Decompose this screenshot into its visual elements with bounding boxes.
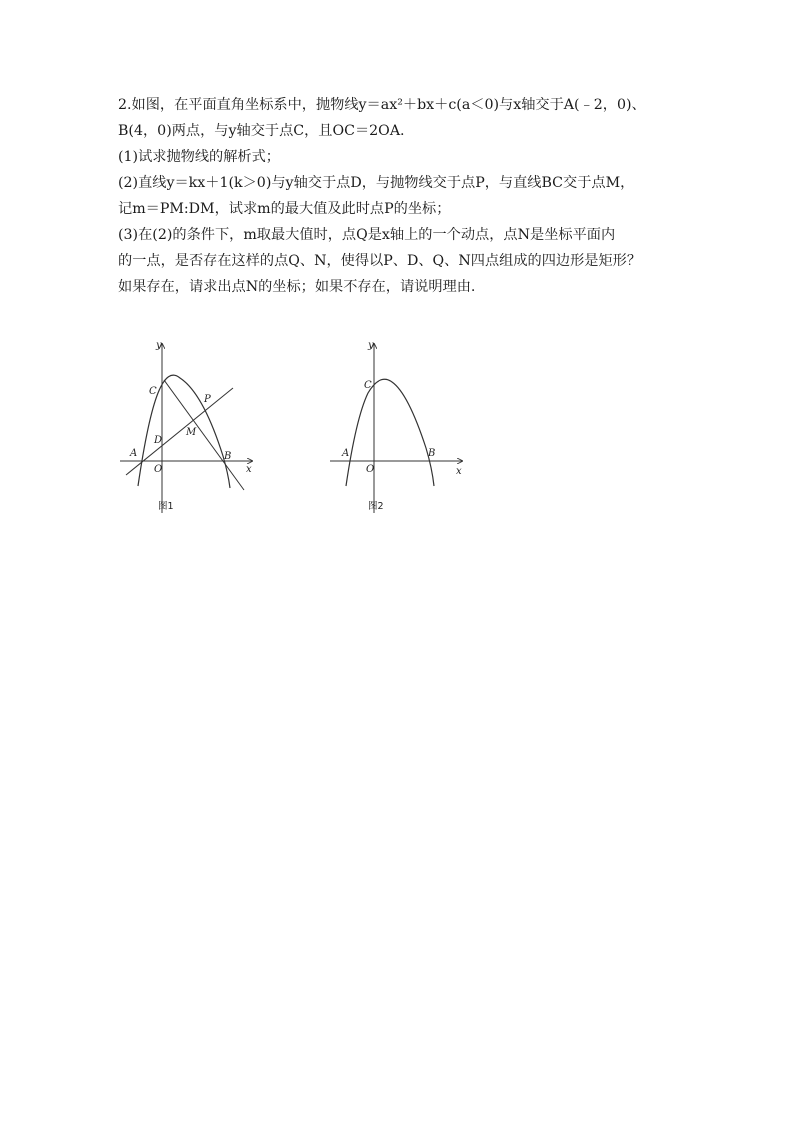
- fig1-label-c: C: [149, 386, 157, 397]
- fig1-label-y: y: [156, 340, 162, 351]
- fig1-label-o: O: [154, 464, 163, 475]
- fig1-label-m: M: [186, 427, 197, 438]
- problem-line-8: 如果存在，请求出点N的坐标；如果不存在，请说明理由.: [118, 279, 476, 295]
- problem-line-3: (1)试求抛物线的解析式；: [118, 149, 280, 165]
- problem-line-2: B(4，0)两点，与y轴交于点C，且OC＝2OA.: [118, 123, 405, 139]
- fig2-label-o: O: [366, 464, 375, 475]
- fig2-label-c: C: [364, 380, 372, 391]
- figure-2-diagram: [328, 338, 468, 518]
- fig1-label-b: B: [224, 451, 232, 462]
- fig2-parabola: [346, 379, 434, 486]
- problem-line-7: 的一点，是否存在这样的点Q、N，使得以P、D、Q、N四点组成的四边形是矩形？: [118, 253, 642, 269]
- problem-line-6: (3)在(2)的条件下，m取最大值时，点Q是x轴上的一个动点，点N是坐标平面内: [118, 227, 616, 243]
- fig2-label-y: y: [368, 340, 374, 351]
- problem-line-1: 2.如图，在平面直角坐标系中，抛物线y＝ax²＋bx＋c(a＜0)与x轴交于A(﹣2，0)、: [118, 97, 646, 113]
- fig2-label-b: B: [428, 448, 436, 459]
- fig2-label-a: A: [342, 448, 350, 459]
- problem-line-5: 记m＝PM:DM，试求m的最大值及此时点P的坐标；: [118, 201, 451, 217]
- figure-1-diagram: [118, 338, 258, 518]
- fig1-caption: 图1: [158, 501, 174, 512]
- fig1-label-d: D: [154, 435, 163, 446]
- fig1-label-p: P: [204, 394, 211, 405]
- figure-2: [328, 338, 468, 518]
- fig2-label-x: x: [456, 466, 462, 477]
- problem-line-4: (2)直线y＝kx＋1(k＞0)与y轴交于点D，与抛物线交于点P，与直线BC交于点M，: [118, 175, 635, 191]
- fig2-caption: 图2: [368, 501, 384, 512]
- figure-1: [118, 338, 258, 518]
- fig1-label-x: x: [246, 464, 252, 475]
- fig1-label-a: A: [130, 448, 138, 459]
- problem-text: [118, 92, 728, 300]
- figures: [118, 338, 478, 523]
